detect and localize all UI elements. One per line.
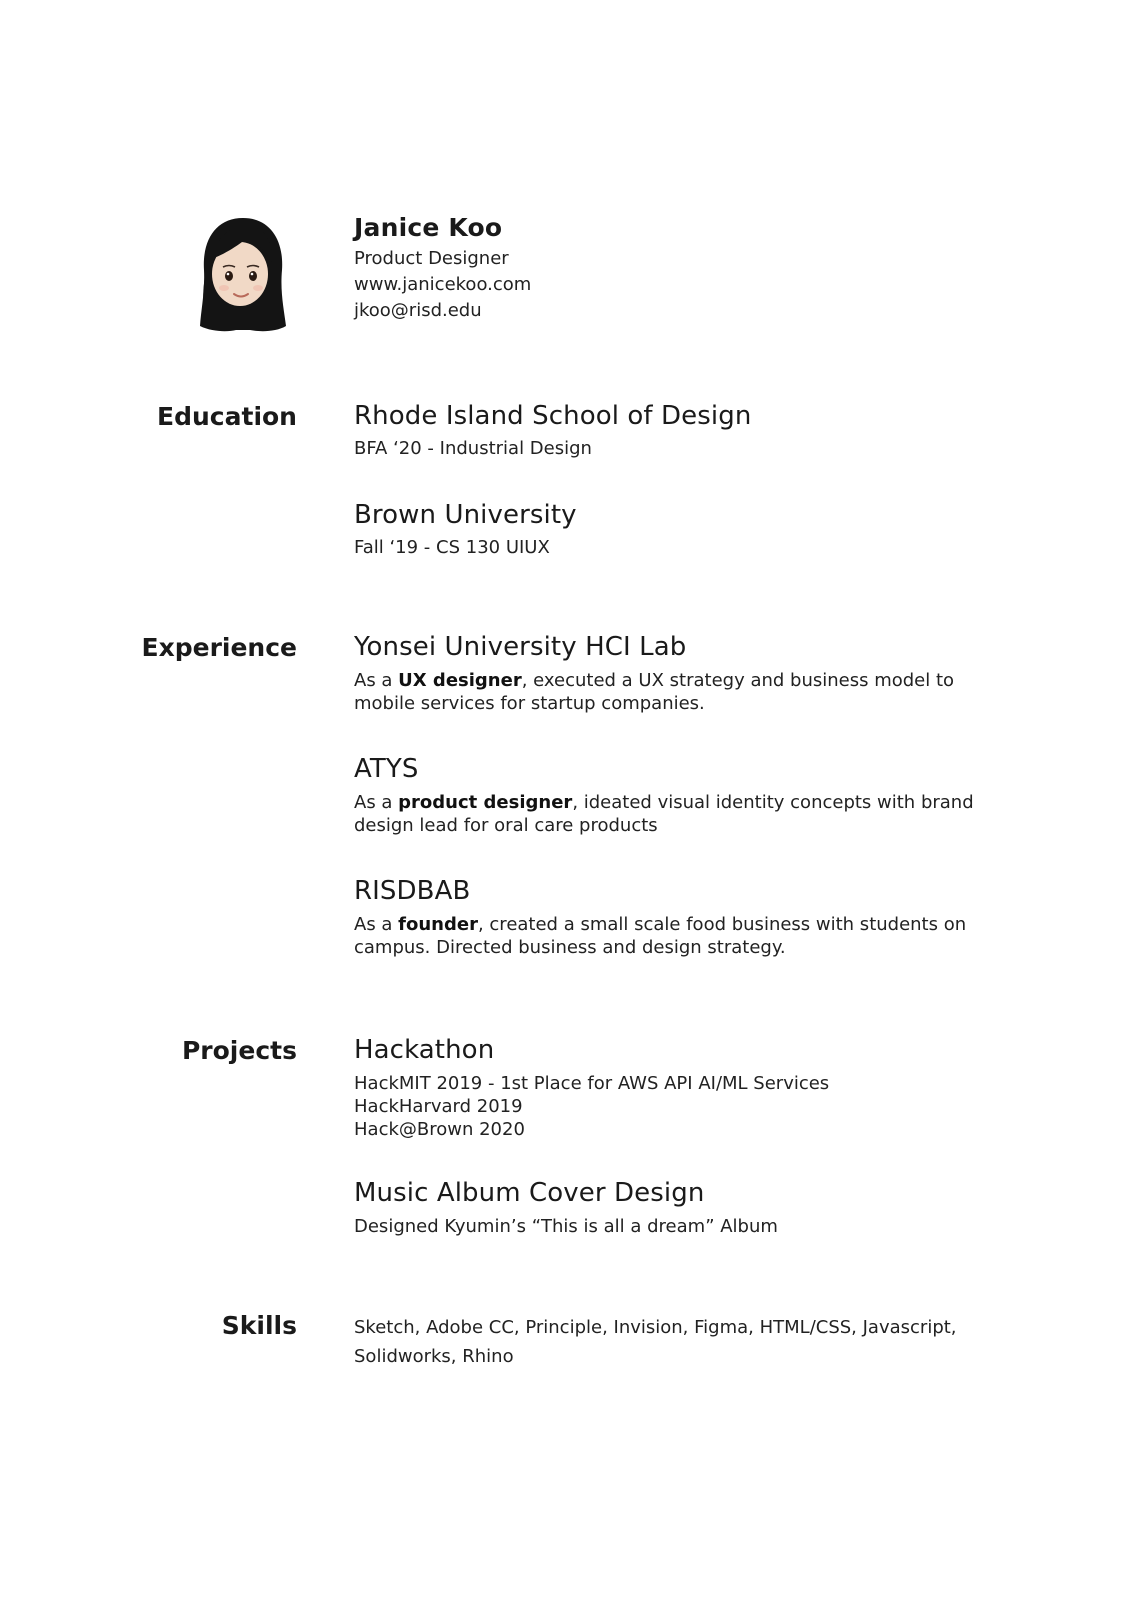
education-school-detail: BFA ‘20 - Industrial Design bbox=[354, 438, 592, 459]
memoji-avatar-icon bbox=[198, 214, 288, 336]
experience-role: founder bbox=[398, 914, 478, 935]
education-school-detail: Fall ‘19 - CS 130 UIUX bbox=[354, 537, 550, 558]
job-title: Product Designer bbox=[354, 248, 509, 269]
skills-list: Sketch, Adobe CC, Principle, Invision, Figma, HTML/CSS, Javascript, Solidworks, Rhino bbox=[354, 1317, 957, 1367]
experience-company-title: ATYS bbox=[354, 754, 419, 784]
experience-description: As a founder, created a small scale food business with students on campus. Directed business and design strategy. bbox=[354, 914, 967, 958]
project-detail-line: Designed Kyumin’s “This is all a dream” Album bbox=[354, 1216, 778, 1237]
experience-heading: Experience bbox=[141, 633, 297, 662]
experience-role: UX designer bbox=[398, 670, 522, 691]
project-title: Hackathon bbox=[354, 1035, 495, 1065]
education-school-title: Rhode Island School of Design bbox=[354, 401, 752, 431]
projects-heading: Projects bbox=[181, 1036, 297, 1065]
experience-company-title: Yonsei University HCI Lab bbox=[354, 632, 687, 662]
education-heading: Education bbox=[157, 402, 297, 431]
experience-description: As a UX designer, executed a UX strategy and business model to mobile services for startup companies. bbox=[354, 670, 955, 714]
website-link[interactable]: www.janicekoo.com bbox=[354, 274, 532, 295]
email-link[interactable]: jkoo@risd.edu bbox=[354, 300, 482, 321]
project-detail-line: HackHarvard 2019 bbox=[354, 1096, 523, 1117]
experience-description: As a product designer, ideated visual identity concepts with brand design lead for oral care products bbox=[354, 792, 974, 836]
education-school-title: Brown University bbox=[354, 500, 577, 530]
project-detail-line: Hack@Brown 2020 bbox=[354, 1119, 525, 1140]
project-details bbox=[354, 1072, 829, 1141]
project-details bbox=[354, 1215, 778, 1238]
full-name: Janice Koo bbox=[354, 213, 503, 242]
project-detail-line: HackMIT 2019 - 1st Place for AWS API AI/ML Services bbox=[354, 1073, 830, 1094]
project-title: Music Album Cover Design bbox=[354, 1178, 705, 1208]
skills-heading: Skills bbox=[221, 1311, 297, 1340]
experience-company-title: RISDBAB bbox=[354, 876, 471, 906]
experience-role: product designer bbox=[398, 792, 573, 813]
